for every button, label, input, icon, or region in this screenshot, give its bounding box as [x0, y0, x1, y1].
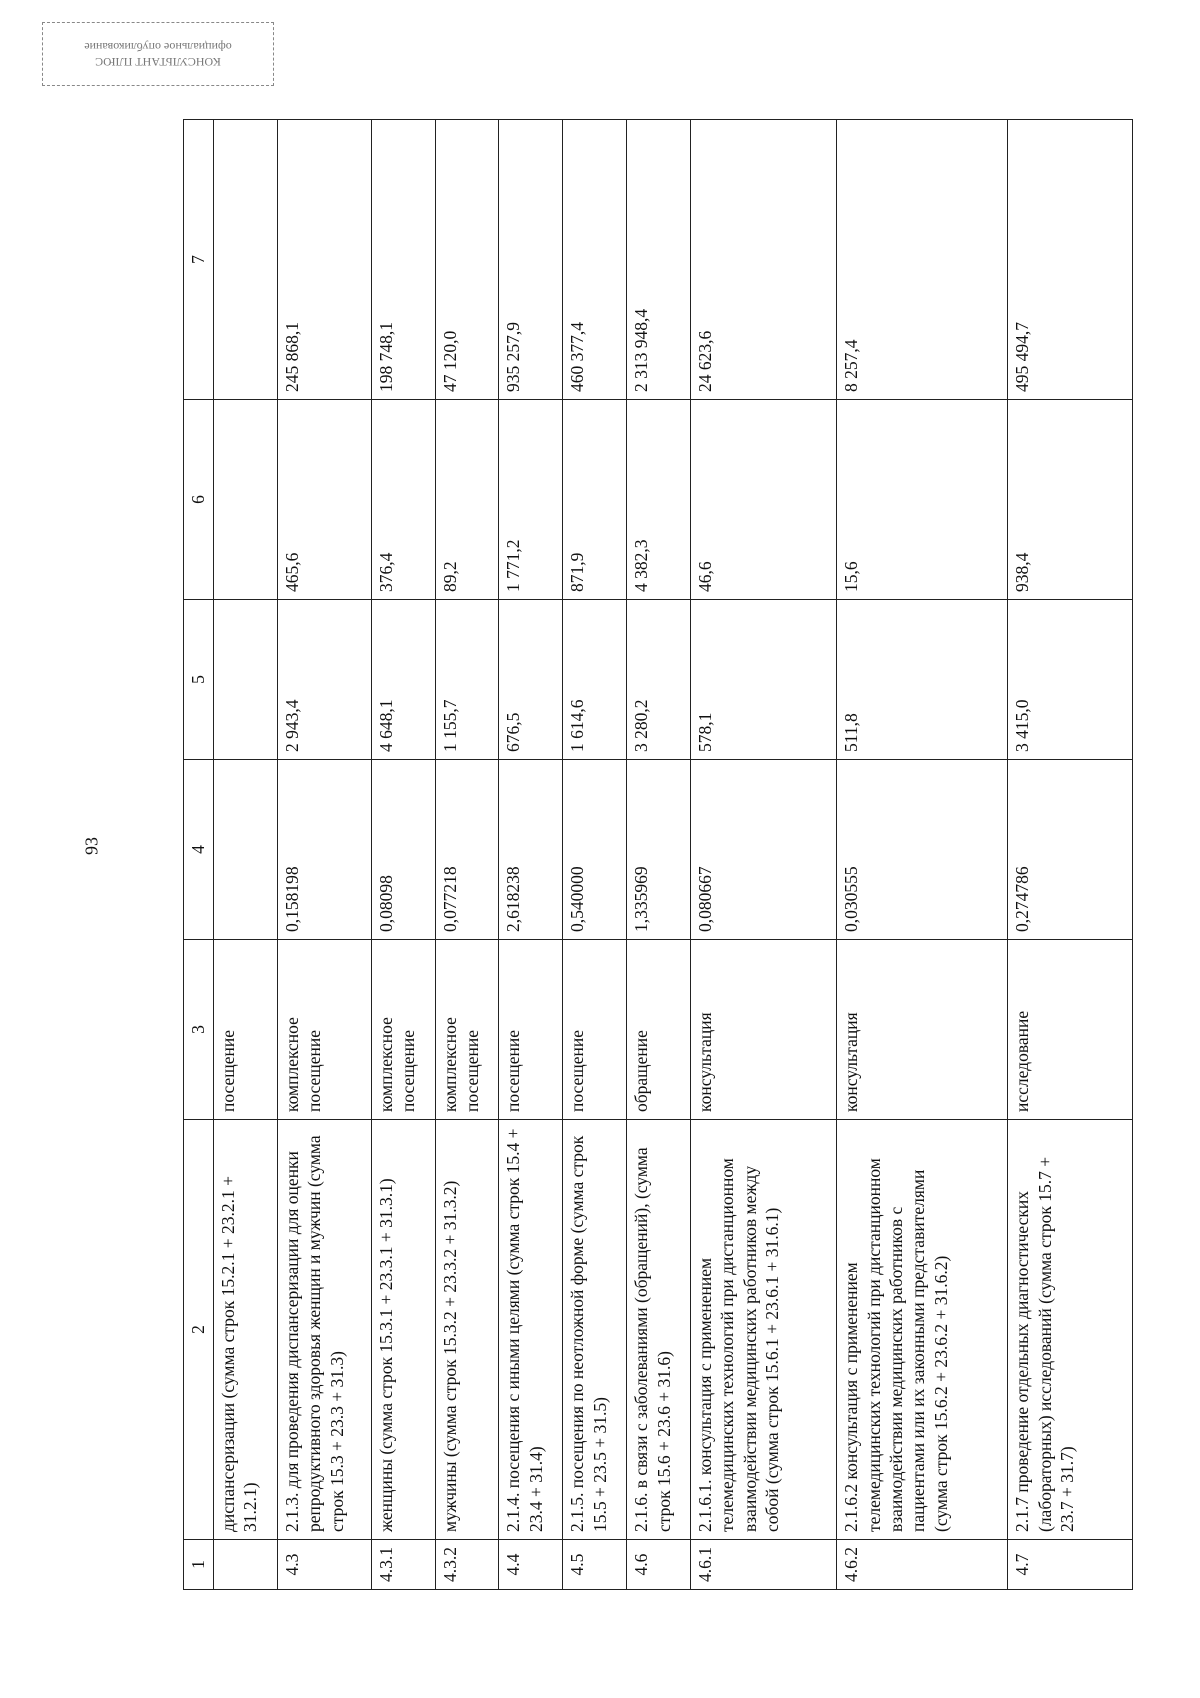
row-value: 495 494,7: [1008, 120, 1133, 400]
row-number: 4.3.1: [371, 1540, 435, 1590]
stamp-line: официальное опубликование: [84, 40, 232, 54]
row-description: диспансеризации (сумма строк 15.2.1 + 23.2.1 + 31.2.1): [214, 1120, 278, 1540]
table-row: [214, 120, 278, 1590]
table-row: [837, 120, 1008, 1590]
row-value: 460 377,4: [563, 120, 627, 400]
row-value: [214, 400, 278, 600]
row-value: 4 382,3: [627, 400, 691, 600]
row-value: 15,6: [837, 400, 1008, 600]
data-table: [183, 119, 1133, 1590]
row-description: 2.1.4. посещения с иными целями (сумма строк 15.4 + 23.4 + 31.4): [499, 1120, 563, 1540]
row-value: 0,540000: [563, 760, 627, 940]
row-value: 3 415,0: [1008, 600, 1133, 760]
row-value: 2,618238: [499, 760, 563, 940]
row-number: 4.5: [563, 1540, 627, 1590]
row-unit: исследование: [1008, 940, 1133, 1120]
table-row: [499, 120, 563, 1590]
header-row: [184, 120, 214, 1590]
row-value: 0,080667: [691, 760, 837, 940]
column-header: 2: [184, 1120, 214, 1540]
row-number: 4.6.1: [691, 1540, 837, 1590]
column-header: 6: [184, 400, 214, 600]
column-header: 3: [184, 940, 214, 1120]
row-value: 24 623,6: [691, 120, 837, 400]
stamp-line: КОНСУЛЬТАНТ ПЛЮС: [95, 55, 221, 69]
row-value: 871,9: [563, 400, 627, 600]
row-number: 4.6: [627, 1540, 691, 1590]
row-value: 89,2: [435, 400, 499, 600]
row-value: 0,077218: [435, 760, 499, 940]
row-value: 938,4: [1008, 400, 1133, 600]
rotated-table-container: [183, 120, 1133, 1590]
row-unit: консультация: [691, 940, 837, 1120]
row-value: 1 155,7: [435, 600, 499, 760]
row-value: 2 943,4: [277, 600, 371, 760]
row-description: 2.1.6.1. консультация с применением телемедицинских технологий при дистанционном взаимодействии медицинских работников между собой (сумма строк 15.6.1 + 23.6.1 + 31.6.1): [691, 1120, 837, 1540]
row-value: 198 748,1: [371, 120, 435, 400]
row-unit: посещение: [499, 940, 563, 1120]
official-stamp: [42, 22, 274, 86]
row-unit: комплексное посещение: [435, 940, 499, 1120]
row-number: [214, 1540, 278, 1590]
row-value: [214, 760, 278, 940]
row-unit: консультация: [837, 940, 1008, 1120]
row-value: 245 868,1: [277, 120, 371, 400]
row-value: 3 280,2: [627, 600, 691, 760]
row-description: 2.1.3. для проведения диспансеризации для оценки репродуктивного здоровья женщин и мужчин (сумма строк 15.3 + 23.3 + 31.3): [277, 1120, 371, 1540]
row-unit: комплексное посещение: [277, 940, 371, 1120]
row-number: 4.7: [1008, 1540, 1133, 1590]
row-value: 578,1: [691, 600, 837, 760]
row-value: 0,08098: [371, 760, 435, 940]
column-header: 5: [184, 600, 214, 760]
row-unit: посещение: [563, 940, 627, 1120]
row-unit: обращение: [627, 940, 691, 1120]
row-value: 4 648,1: [371, 600, 435, 760]
table-row: [435, 120, 499, 1590]
row-value: [214, 120, 278, 400]
row-value: 8 257,4: [837, 120, 1008, 400]
row-number: 4.3: [277, 1540, 371, 1590]
row-number: 4.6.2: [837, 1540, 1008, 1590]
row-value: 47 120,0: [435, 120, 499, 400]
row-value: [214, 600, 278, 760]
row-unit: комплексное посещение: [371, 940, 435, 1120]
row-description: мужчины (сумма строк 15.3.2 + 23.3.2 + 31.3.2): [435, 1120, 499, 1540]
row-number: 4.3.2: [435, 1540, 499, 1590]
table-row: [1008, 120, 1133, 1590]
row-description: 2.1.6. в связи с заболеваниями (обращений), (сумма строк 15.6 + 23.6 + 31.6): [627, 1120, 691, 1540]
row-value: 0,030555: [837, 760, 1008, 940]
row-value: 0,158198: [277, 760, 371, 940]
table-row: [627, 120, 691, 1590]
row-value: 0,274786: [1008, 760, 1133, 940]
table-row: [691, 120, 837, 1590]
row-value: 1 771,2: [499, 400, 563, 600]
row-description: 2.1.7 проведение отдельных диагностических (лабораторных) исследований (сумма строк 15.7 + 23.7 + 31.7): [1008, 1120, 1133, 1540]
row-unit: посещение: [214, 940, 278, 1120]
table-row: [563, 120, 627, 1590]
row-value: 2 313 948,4: [627, 120, 691, 400]
page-number: 93: [81, 837, 102, 855]
row-value: 376,4: [371, 400, 435, 600]
row-value: 1 614,6: [563, 600, 627, 760]
row-value: 935 257,9: [499, 120, 563, 400]
row-value: 1,335969: [627, 760, 691, 940]
row-value: 511,8: [837, 600, 1008, 760]
column-header: 4: [184, 760, 214, 940]
row-number: 4.4: [499, 1540, 563, 1590]
column-header: 7: [184, 120, 214, 400]
row-value: 676,5: [499, 600, 563, 760]
row-value: 465,6: [277, 400, 371, 600]
row-description: 2.1.6.2 консультация с применением телемедицинских технологий при дистанционном взаимодействии медицинских работников с пациентами или их законными представителями (сумма строк 15.6.2 + 23.6.2 + 31.6.2): [837, 1120, 1008, 1540]
row-description: 2.1.5. посещения по неотложной форме (сумма строк 15.5 + 23.5 + 31.5): [563, 1120, 627, 1540]
column-header: 1: [184, 1540, 214, 1590]
table-row: [277, 120, 371, 1590]
row-value: 46,6: [691, 400, 837, 600]
table-row: [371, 120, 435, 1590]
row-description: женщины (сумма строк 15.3.1 + 23.3.1 + 31.3.1): [371, 1120, 435, 1540]
